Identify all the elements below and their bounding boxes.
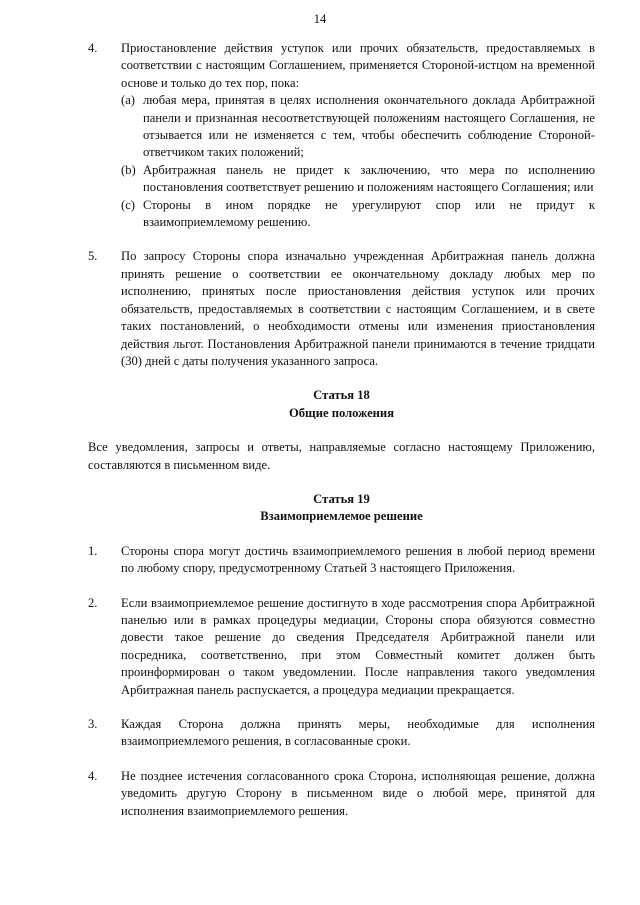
item-number: 1. (88, 543, 98, 558)
item-number: 3. (88, 717, 98, 731)
article19-item-1 (88, 543, 595, 578)
subitem-text: Арбитражная панель не придет к заключению, что мера по исполнению постановления соответствует решению и положениям настоящего Соглашения; или (143, 162, 595, 195)
item-text: Не позднее истечения согласованного срока Сторона, исполняющая решение, должна уведомить другую Сторону в письменном виде о любой мере, принятой для исполнения взаимоприемлемого решения. (121, 768, 595, 818)
subitem-label: (a) (121, 93, 135, 108)
item-text: Стороны спора могут достичь взаимоприемлемого решения в любой период времени по любому спору, предусмотренному Статьей 3 настоящего Приложения. (121, 543, 595, 576)
item-number: 4. (88, 41, 98, 55)
article19-item-3 (88, 716, 595, 751)
item-text: Каждая Сторона должна принять меры, необходимые для исполнения взаимоприемлемого решения, в согласованные сроки. (121, 717, 595, 749)
article18-text: Все уведомления, запросы и ответы, направляемые согласно настоящему Приложению, составляются в письменном виде. (88, 440, 595, 472)
subitem-c (121, 197, 595, 232)
subitem-label: (c) (121, 197, 135, 212)
subitem-b (121, 162, 595, 197)
subitem-label: (b) (121, 162, 136, 177)
item-number: 2. (88, 595, 98, 610)
item-number: 5. (88, 249, 98, 264)
subitem-text: Стороны в ином порядке не урегулируют спор или не придут к взаимоприемлемому решению. (143, 197, 595, 230)
article18-heading (88, 387, 595, 422)
article-title: Статья 18 (313, 388, 370, 403)
item-text: Если взаимоприемлемое решение достигнуто в ходе рассмотрения спора Арбитражной панелью или в рамках процедуры медиации, Стороны спора обязуются совместно довести такое решение до сведения Председателя Арбитражной панели или посредника, соответственно, при этом Совместный комитет должен быть проинформирован о таком уведомлении. После направления такого уведомления Арбитражная панель распускается, а процедура медиации прекращается. (121, 595, 595, 697)
item-number: 4. (88, 768, 98, 783)
document-body (88, 40, 595, 837)
subitem-text: любая мера, принятая в целях исполнения окончательного доклада Арбитражной панели и признанная несоответствующей положениям настоящего Соглашения, не отзывается или не изменяется с тем, чтобы обеспечить соблюдение Стороной-ответчиком таких положений; (143, 93, 595, 160)
article17-item-4 (88, 40, 595, 231)
article19-heading (88, 491, 595, 526)
article17-item-5 (88, 248, 595, 370)
subitem-a (121, 92, 595, 162)
page-number: 14 (313, 12, 327, 26)
article-subtitle: Взаимоприемлемое решение (260, 509, 423, 524)
article-subtitle: Общие положения (288, 405, 395, 420)
item-text: По запросу Стороны спора изначально учрежденная Арбитражная панель должна принять решение о соответствии ее окончательному докладу любых мер по исполнению, принятых после приостановления действия уступок или прочих обязательств, предоставляемых в соответствии с настоящим Соглашением, и в свете таких постановлений, о необходимости отмены или изменения приостановления действия льгот. Постановления Арбитражной панели принимаются в течение тридцати (30) дней с даты получения указанного запроса. (121, 249, 595, 368)
item-text: Приостановление действия уступок или прочих обязательств, предоставляемых в соответствии с настоящим Соглашением, применяется Стороной-истцом на временной основе и только до тех пор, пока: (121, 41, 595, 90)
article19-item-2 (88, 595, 595, 699)
article-title: Статья 19 (313, 491, 370, 506)
article19-item-4 (88, 768, 595, 820)
